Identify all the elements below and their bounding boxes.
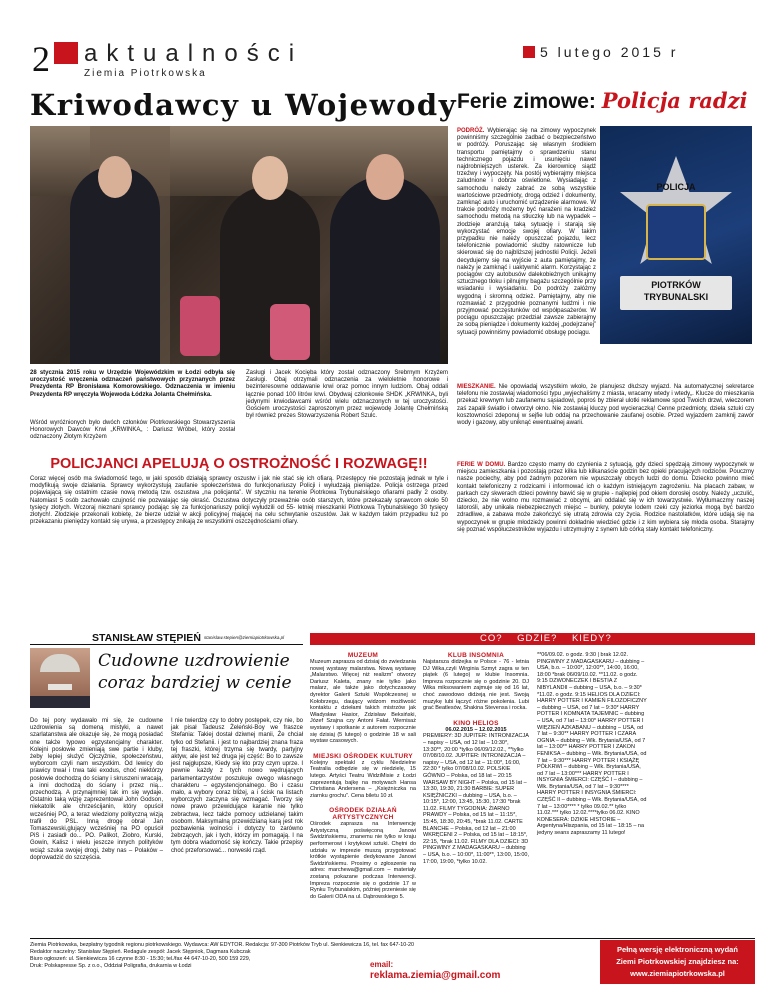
main-article-col1 — [30, 420, 235, 442]
ferie-title-main: Ferie zimowe: — [457, 90, 596, 113]
footer-line3: Biuro ogłoszeń: ul. Sienkiewicza 16 czynne 8:30 - 15:30; tel./fax 44 647-10-20, 500 159 229, — [30, 956, 251, 962]
badge-line3: TRYBUNALSKI — [643, 292, 709, 302]
page-number: 2 — [32, 39, 50, 79]
klub-heading: KLUB INSOMNIA — [447, 652, 505, 659]
police-article-title: POLICJANCI APELUJĄ O OSTROŻNOŚĆ I ROZWAGĘ!! — [50, 456, 428, 472]
column-text-col2: I nie twierdzę czy to dobry postępek, czy nie, bo jak pisał Tadeusz Żeleński-Boy we fraszce Stefania: Takiej dostał dziwnej manii, Że chciał tylko od Stefanii. i jest to najbardziej znana fraza tej fraszki, której trzyma się twardy, partyjny aktyw, ale jest też druga jej część: Bo to zawsze jest najgłupsze, Kiedy się kto przy czym uprze. I pewnie każdy z tych nowo wędrujących parlamentarzystów poszukuje owego własnego charakteru – egzystencjonalnego. Bo i czasu mało, a wybory coraz bliżej, a i ścisk na listach wyborczych zaczyna się wzmagać. Tworzy się nowe prawo przewidujące karanie nie tylko zebractwa, lecz także pomocy udzielanej takim osobom. Maksymalną przewidzianą karą jest rok pozbawienia wolności i dotyczy to zarówno żebrzących, jak i tych, którzy im pomagają. I na tym dobra wiadomość się kończy. Takie przepisy choć przeforsować... norweski rząd. — [171, 718, 303, 854]
kino-heading: KINO HELIOS — [453, 719, 499, 727]
column-text-col1: Do tej pory wydawało mi się, że cudowne uzdrowienia są domeną mistyki, a nawet szarlatanstwa ale okazuje się, że mogą posiadać one także typowo egzystencjalny charakter. Kolejni posłowie zmieniają swe partie i kluby, żeby lepiej służyć Ojczyźnie, społeczeństwu, wyborcom czyli nam wszystkim. Od lewicy do prawicy trwał i trwa taki exodus, choć niektórzy posłowie dochodzą do ściany i skruszeni wracają, a inni dochodzą do ściany i przez nią... przechodzą. A przynajmniej tak im się wydaje. Ostatnio taką wizję zaprezentował John Godson, niekatolik ale chrześcijanin, który opuścił wcześniej PO, a teraz wiedziony polityczną wizją trafił do PSL. Inną drogę obrał Jan Tomaszewski,glujący wcześniej na PO opuścił PiS i zasiadł do... PO. Palikot, Ziobro, Kurski, Gowin, Kalisz i wielu jeszcze innych polityków wciąż szuka swojej drogi, żeby nas – Polaków – doprowadzić do szczęścia. — [30, 718, 163, 861]
events-col2 — [423, 652, 529, 865]
main-article-title: Kriwodawcy u Wojewody — [30, 88, 458, 122]
footer-promo-line2: Ziemi Piotrkowskiej znajdziesz na: — [616, 957, 739, 966]
footer-promo-line1: Pełną wersję elektroniczną wydań — [617, 945, 738, 954]
ferie-title-accent: Policja radzi — [601, 88, 748, 113]
ferie-travel-label: PODRÓŻ. — [457, 128, 485, 134]
section-title: aktualności — [84, 40, 304, 67]
header-red-box — [54, 42, 78, 64]
muzeum-text: Muzeum zaprasza od dzisiaj do zwiedzania nowej wystawy malarstwa. Nową wystawę „Malarstwo. Więcej niż realizm” otworzy Dariusz Kaleta, znany nie tylko jako malarz, ale także jako dotychczasowy dyrektor Galerii Sztuki Współczesnej w Kołobrzegu, daujący widzom możliwość kontaktu z dziełami takich mistrzów jak Władysław Hasior, Zdzisław Beksiński, Józef Szajna czy Antoni Fałat. Wernisaż wystawy i spotkanie z autorem rozpocznie się dzisiaj (5 lutego) o godzinie 18 w sali wystaw czasowych. — [310, 659, 416, 745]
footer-line4: Druk: Polskapresse Sp. z o.o., Oddział Poligrafia, drukarnia w Łodzi — [30, 963, 192, 969]
footer-imprint — [30, 942, 500, 970]
mok-heading: MIEJSKI OŚRODEK KULTURY — [313, 752, 413, 760]
person-right — [330, 176, 440, 364]
ferie-travel-text: Wybierając się na zimowy wypoczynek powinniśmy szczególnie zadbać o bezpieczeństwo w podróży. Poruszając się własnym środkiem transportu pamiętajmy o sprawdzeniu stanu technicznego pojazdu i usunięciu nawet najdrobniejszych usterek. Za kierownicę siądź trzeźwy i wypoczęty. Na postój wybierajmy miejsca zaludnione i dobrze oświetlone. Wysiadając z samochodu należy zabrać ze sobą wszystkie wartościowe przedmioty, drogą odzież i dokumenty, zamknąć auto i uruchomić urządzenie alarmowe. W trakcie podróży możemy być narażeni na kradzież samochodu metodą na stłuczkę lub na wypadek – złodzieje aranżują taką sytuację i starają się wykorzystać emocje swojej ofiary. W takim przypadku nie należy opuszczać pojazdu, lecz telefonicznie powiadomić służby ratownicze lub skierować się do najbliższej jednostki Policji. Jeżeli decydujemy się na wyjście z auta pamiętajmy, że należy je zamknąć i uaktywnić alarm. Korzystając z pociągów czy autobusów dalekobieżnych unikajmy sztucznego tłoku i pilnujmy bagażu szczególnie przy wsiadaniu i wysiadaniu. Do podróży załóżmy wygodną i skromną odzież. Pamiętajmy, aby nie rozmawiać z przygodnie poznanymi ludźmi i nie przyjmować poczęstunków od współpasażerów. W pociągu opuszczając przedział zawsze zabierajmy ze sobą pieniądze i dokumenty każdej „podejrzanej” sytuacji powinniśmy powiadomić obsługę pociągu. — [457, 128, 596, 336]
footer-line2: Redaktor naczelny: Stanisław Stępień. Redagule zespół: Jacek Stępniok, Dagmara Kubczak — [30, 949, 251, 955]
photo-caption: 28 stycznia 2015 roku w Urzędzie Wojewódzkim w Łodzi odbyła się uroczystość wręczenia odznaczeń państwowych przyznanych przez Prezydenta RP Bronisława Komorowskiego. Odznaczenia w imieniu Prezydenta RP wręczyła Wojewoda Łódzka Jolanta Chełmińska. — [30, 370, 235, 398]
ferie-home-label: MIESZKANIE. — [457, 384, 496, 390]
kino-date: 06.02.2015 – 12.02.2015 — [445, 726, 507, 733]
column-title-line2: coraz bardziej w cenie — [98, 673, 292, 693]
footer-email-label: email: — [370, 960, 394, 969]
klub-text: Najstarsza didżejka w Polsce - 76 - letnia DJ Wika,czyli Wirginia Szmyt zagra w ten piątek (6 lutego) w klubie Insomnia. Impreza rozpocznie się o godzinie 20. DJ Wika miksowaniem zajmuje się od 16 lat, choć zawodowo didżeją nie jest. Swoją muzykę lubi łączyć różne pokolenia. Lubi grać Beatlesów, Shakina Stevensa i rocka. — [423, 659, 529, 712]
page-header — [0, 0, 768, 85]
column-title-line1: Cudowne uzdrowienie — [98, 651, 290, 671]
ferie-children — [457, 462, 754, 534]
footer-line1: Ziemia Piotrkowska, bezpłatny tygodnik regionu piotrkowskiego. Wydawca: AW EDYTOR. Redakcja: 97-300 Piotrków Tryb ul. Sienkiewicza 16, tel. fax 647-10-20 — [30, 942, 415, 948]
date-red-box — [523, 46, 535, 58]
main-article-para1: Wśród wyróżnionych było dwóch członków Piotrkowskiego Stowarzyszenia Honorowych Dawców Krwi „KRWINKA„ : Dariusz Wróbel, który został odznaczony Złotym Krzyżem — [30, 420, 235, 441]
award-ceremony-photo — [30, 126, 448, 364]
ferie-home — [457, 384, 754, 427]
ferie-home-text: Nie opowiadaj wszystkim wkoło, że planujesz dłuższy wyjazd. Na automatycznej sekretarce telefonu nie zostawiaj wiadomości typu „wyjechaliśmy z miasta, wracamy wtedy i wtedy„. Klucze do mieszkania przekaż krewnym lub zaufanemu sąsiadowi, poproś by zbierał ulotki reklamowe spod Twoich drzwi, wieczorem zaś zapalił światło i otworzył okno. Nie zostawiaj kluczy pod wycieraczką! Cenne przedmioty, dzieła sztuki czy kosztowności zdeponuj w sejfie lub oddaj na przechowanie zaufanej osobie. Przed wyjazdem zamknij zawór wody i gazowy, aby uniknąć ewentualnej awarii. — [457, 384, 754, 427]
oda-heading: OŚRODEK DZIAŁAŃ ARTYSTYCZNYCH — [329, 807, 397, 822]
footer-divider — [30, 938, 755, 939]
ferie-children-text: Bardzo często mamy do czynienia z sytuacją, gdy dzieci spędzają zimowy wypoczynek w miejscu zamieszkania i pozostają przez kilka lub kilkanaście godzin bez opieki pracujących rodziców. Pouczmy nasze pociechy, aby pod żadnym pozorem nie wpuszczały obcych ludzi do domu. Dziecko powinno mieć kontakt telefoniczny z rodzicami i informować ich o każdym istniejącym zagrożeniu. Na placach zabaw, w parkach czy skwerach dzieci powinny bawić się w grupie - najlepiej pod okiem dorosłej osoby. Należy „uczulić„ dziecko, że nie wolno mu rozmawiać z obcymi, ani oddalać się w ich towarzystwie. Wytłumaczmy naszej latorośli, aby unikała niebezpiecznych miejsc – bunkry, pokryte lodem rzeki czy jeziorka mogą być bardzo zdradliwe, a zabawa może zakończyć się utratą zdrowia czy życia. Rodzice nastolatków, które udają się na wypoczynek w grupie młodzieży powinni dokładnie wiedzieć gdzie i z kim wybiera się młoda osoba. Starajmy się poznać współuczestników wyjazdu i utrzymujmy z synem lub córką stały kontakt telefoniczny. — [457, 462, 754, 533]
issue-date: 5 lutego 2015 r — [540, 44, 679, 60]
author-portrait — [30, 648, 90, 708]
events-col3: **06/09.02. o godz. 9:30 | brak 12.02. PINGWINY Z MADAGASKARU – dubbing – USA, b.o. – 10:00*, 12:00**, 14:00, 16:00, 18:00 *brak 06/09/10.02. **11.02. o godz. 9:15 DZWONECZEK I BESTIA Z NIBYLANDII – dubbing – USA, b.o. – 9:30* *11.02. o godz. 9:15 HELIOS DLA DZIECI: HARRY POTTER I KAMIEŃ FILOZOFICZNY – dubbing – USA, od 7 lat – 9:30* HARRY POTTER I KOMNATA TAJEMNIC – dubbing – USA, od 7 lat – 13:00* HARRY POTTER I WIĘZIEŃ AZKABANU – dubbing – USA, od 7 lat – 9:30** HARRY POTTER I CZARA OGNIA – dubbing – Wlk. Brytania/USA, od 7 lat – 13:00** HARRY POTTER I ZAKON FENIKSA – dubbing – Wlk. Brytania/USA, od 7 lat – 9:30*** HARRY POTTER I KSIĄŻĘ PÓŁKRWI – dubbing – Wlk. Brytania/USA, od 7 lat – 13:00*** HARRY POTTER I INSYGNIA ŚMIERCI: CZĘŚĆ I – dubbing – Wlk. Brytania/USA, od 7 lat – 9:30**** HARRY POTTER I INSYGNIA ŚMIERCI: CZĘŚĆ II – dubbing – Wlk. Brytania/USA, od 7 lat – 13:00**** * tylko 09.02.** tylko 11.02.*** tylko 12.02.****tylko 06.02. KINO KONESERA: DZIKIE HISTORIE – Argentyna/Hiszpania, od 15 lat – 18:15 – na jedyny seans zapraszamy 11 lutego! — [537, 652, 647, 837]
oda-text: Ośrodek zaprasza na Interwencję Artystyczną poświęconą Janowi Świdzińskiemu, znanemu nie tylko w kraju performerowi i krytykowi sztuki. Chętni do udziału w imprezie muszą przygotować krótkie wystąpienie dedykowane Janowi Świdzińskiemu. Prosimy o zgłoszenie na adres: marchewa@gmail.com – materiały zostaną pokazane podczas Interwencji. Impreza rozpocznie się o godzinie 17 w Rynku Trybunalskim, później przeniesie się do Galerii ODA na ul. Dąbrowskiego 5. — [310, 821, 416, 900]
section-subtitle: Ziemia Piotrkowska — [84, 68, 207, 79]
ferie-travel — [457, 128, 754, 346]
badge-line1: POLICJA — [656, 182, 696, 192]
muzeum-heading: MUZEUM — [347, 652, 379, 659]
events-header: CO? GDZIE? KIEDY? — [480, 633, 612, 644]
ferie-title — [457, 88, 747, 114]
mok-text: Kolejny spektakl z cyklu Niedzielne Teatralia odbędzie się w niedzielę, 15 lutego. Artyści Teatru WidziMisie z Łodzi zaprezentują bajkę na motywach Hansa Christiana Andersena – „Księżniczka na ziarnku grochu”. Cena biletu 10 zł. — [310, 759, 416, 799]
badge-line2: PIOTRKÓW — [651, 280, 701, 290]
police-article-body: Coraz więcej osób ma świadomość tego, w jaki sposób działają sprawcy oszustw i jak nie stać się ich ofiarą. Przestępcy nie pozostają jednak w tyle i modyfikują swoje działania. Sprawcy wykorzystują zaufanie społeczeństwa do funkcjonariuszy Policji i wyłudzają pieniądze. Policja ostrzega przed pojawiającą się ostatnim czasie nową metodą tzw. oszustwa „na policjanta”. W styczniu na terenie Piotrkowa Trybunalskiego ofiarami padły 2 osoby. Natomiast 5 osób zachowało czujność nie pozwalając się okraść. Oszustwa dotyczyły przeważnie osób starszych, które przekazały sprawcom około 50 tysięcy złotych. Wczoraj nieznani sprawcy podając się za funkcjonariuszy policji wyłudzili od 55- letniej mieszkanki Piotrkowa Trybunalskiego 30 tysięcy złotych!. Złodzieje przekonali kobietę, że bierze udział w akcji policyjnej mającej na celu schwytanie oszustów. Jak w każdym takim przypadku tuż po przekazaniu pieniędzy kontakt się urywa, a przestępcy znikają ze wszystkimi oszczędnościami ofiary. — [30, 476, 448, 526]
kino-text: PREMIERY: 3D JUPITER: INTRONIZACJA – napisy – USA, od 12 lat – 10:30*, 13:30**, 20:00 *tylko 06/09/12.02., **tylko 07/08/10.02. JUPITER: INTRONIZACJA – napisy – USA, od 12 lat – 11:00*, 16:00, 22:30 * tylko 07/08/10.02. POLSKIE GÓWNO – Polska, od 18 lat – 20:15 WARSAW BY NIGHT – Polska, od 15 lat – 13:30, 19:30, 21:30 BARBIE: SUPER KSIĘŻNICZKI – dubbing – USA, b.o. – 10:15*, 12:00, 13:45, 15:30, 17:30 *brak 11.02. FILMY TYGODNIA: ŻIARNO PRAWDY – Polska, od 15 lat – 11:15*, 15:45, 18:30, 20:45, *brak 11.02. CARTE BLANCHE – Polska, od 12 lat – 21:00 WKRĘCENI 2 – Polska, od 15 lat – 18:15*, 22:15, *brak 11.02. FILMY DLA DZIECI: 3D PINGWINY Z MADAGASKARU – dubbing – USA, b.o. – 10:00*, 11:00**, 13:00, 15:00, 17:00, 19:00, *tylko 10.02. — [423, 733, 530, 865]
main-article-col2: Zasługi i Jacek Kocięba który został odznaczony Srebrnym Krzyżem Zasługi. Obaj otrzymali odznaczenia za wieloletnie honorowe i bezinteresowne oddawanie krwi oraz pomoc innym ludziom. Obaj oddali łącznie ponad 100 litrów krwi. Obydwaj członkowie SHDK „KRWINKA„ byli jedynymi krwiodawcami wśród wielu odznaczonych w tej uroczystości. Gościem uroczystości zaproszonym przez wojewodę Jolantę Chełmińską był również prezes Stowarzyszenia Robert Szulc. — [246, 370, 448, 420]
footer-website-link[interactable]: www.ziemiapiotrkowska.pl — [630, 969, 725, 978]
column-author-email: stanislaw.stepien@ziemiapiotrkowska.pl — [204, 635, 285, 640]
events-col1 — [310, 652, 416, 900]
footer-email-link[interactable]: reklama.ziemia@gmail.com — [370, 970, 501, 981]
ferie-children-label: FERIE W DOMU. — [457, 462, 506, 468]
column-author: STANISŁAW STĘPIEŃ — [92, 632, 201, 644]
